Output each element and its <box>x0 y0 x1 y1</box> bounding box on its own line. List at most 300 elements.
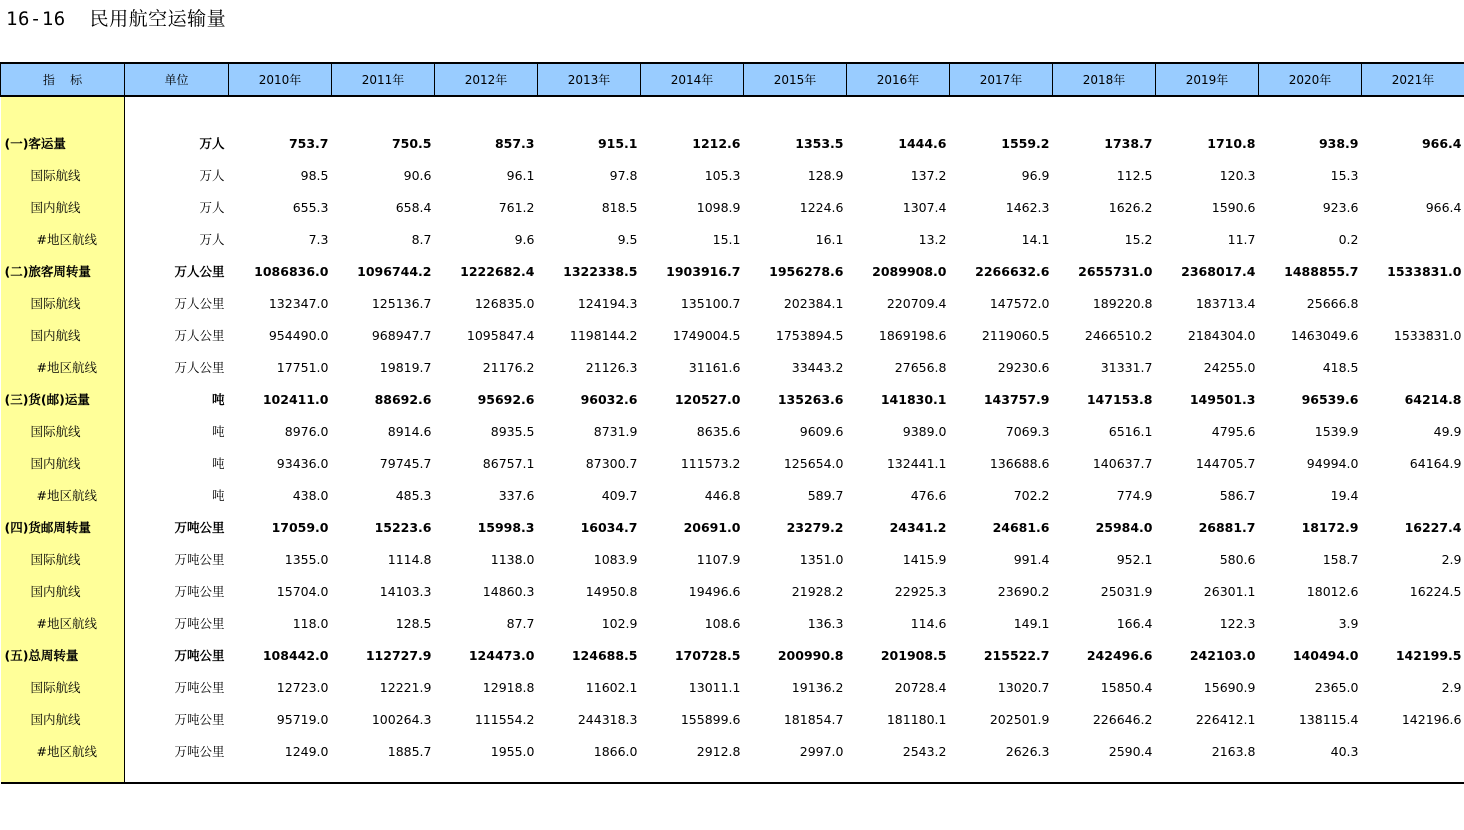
unit-cell[interactable]: 万人公里 <box>174 296 225 311</box>
value-cell[interactable]: 13011.1 <box>688 679 741 695</box>
value-cell[interactable]: 26301.1 <box>1203 583 1256 599</box>
value-cell[interactable]: 226646.2 <box>1092 711 1153 727</box>
value-cell[interactable]: 24255.0 <box>1203 359 1256 375</box>
indicator-cell[interactable]: #地区航线 <box>1 223 125 255</box>
unit-cell[interactable]: 万吨公里 <box>174 744 225 759</box>
value-cell[interactable]: 26881.7 <box>1198 519 1256 535</box>
indicator-cell[interactable]: #地区航线 <box>1 607 125 639</box>
value-cell[interactable]: 17751.0 <box>276 359 329 375</box>
cell[interactable] <box>125 96 229 127</box>
cell[interactable] <box>641 96 744 127</box>
value-cell[interactable]: 1955.0 <box>490 743 535 759</box>
value-cell[interactable]: 102.9 <box>601 615 638 631</box>
value-cell[interactable]: 1249.0 <box>284 743 329 759</box>
value-cell[interactable]: 1083.9 <box>593 551 638 567</box>
unit-cell[interactable]: 万人公里 <box>174 264 225 279</box>
value-cell[interactable]: 16.1 <box>815 231 844 247</box>
value-cell[interactable]: 966.4 <box>1425 199 1462 215</box>
value-cell[interactable]: 2119060.5 <box>981 327 1050 343</box>
value-cell[interactable]: 2997.0 <box>799 743 844 759</box>
value-cell[interactable]: 2.9 <box>1441 551 1462 567</box>
indicator-cell[interactable]: 国际航线 <box>1 287 125 319</box>
cell[interactable] <box>1156 96 1259 127</box>
value-cell[interactable]: 438.0 <box>292 487 329 503</box>
value-cell[interactable]: 14860.3 <box>482 583 535 599</box>
value-cell[interactable]: 95719.0 <box>276 711 329 727</box>
header-year[interactable]: 2011年 <box>332 63 435 96</box>
indicator-cell[interactable]: 国内航线 <box>1 447 125 479</box>
value-cell[interactable]: 126835.0 <box>474 295 535 311</box>
unit-cell[interactable]: 万吨公里 <box>174 520 225 535</box>
value-cell[interactable] <box>1362 159 1464 191</box>
value-cell[interactable]: 1539.9 <box>1314 423 1359 439</box>
value-cell[interactable]: 938.9 <box>1318 135 1359 151</box>
value-cell[interactable]: 135263.6 <box>777 391 844 407</box>
cell[interactable] <box>950 96 1053 127</box>
value-cell[interactable]: 655.3 <box>292 199 329 215</box>
value-cell[interactable] <box>1362 223 1464 255</box>
value-cell[interactable]: 124688.5 <box>571 647 638 663</box>
value-cell[interactable]: 100264.3 <box>371 711 432 727</box>
value-cell[interactable]: 142199.5 <box>1395 647 1462 663</box>
value-cell[interactable]: 968947.7 <box>371 327 432 343</box>
value-cell[interactable]: 170728.5 <box>674 647 741 663</box>
cell[interactable] <box>125 767 229 783</box>
value-cell[interactable]: 3.9 <box>1338 615 1359 631</box>
value-cell[interactable]: 1590.6 <box>1211 199 1256 215</box>
value-cell[interactable]: 7069.3 <box>1005 423 1050 439</box>
value-cell[interactable]: 1222682.4 <box>460 263 535 279</box>
value-cell[interactable]: 476.6 <box>910 487 947 503</box>
cell[interactable] <box>1156 767 1259 783</box>
indicator-cell[interactable]: (三)货(邮)运量 <box>1 383 125 415</box>
value-cell[interactable]: 31161.6 <box>688 359 741 375</box>
indicator-cell[interactable]: #地区航线 <box>1 351 125 383</box>
indicator-cell[interactable]: (四)货邮周转量 <box>1 511 125 543</box>
value-cell[interactable]: 138115.4 <box>1298 711 1359 727</box>
value-cell[interactable] <box>1362 351 1464 383</box>
value-cell[interactable]: 1138.0 <box>490 551 535 567</box>
value-cell[interactable]: 88692.6 <box>374 391 432 407</box>
cell[interactable] <box>847 767 950 783</box>
cell[interactable] <box>641 767 744 783</box>
cell[interactable] <box>435 96 538 127</box>
value-cell[interactable]: 9609.6 <box>799 423 844 439</box>
value-cell[interactable]: 64164.9 <box>1409 455 1462 471</box>
unit-cell[interactable]: 吨 <box>211 488 225 503</box>
value-cell[interactable]: 8731.9 <box>593 423 638 439</box>
indicator-cell[interactable]: 国际航线 <box>1 671 125 703</box>
value-cell[interactable]: 143757.9 <box>983 391 1050 407</box>
value-cell[interactable]: 1107.9 <box>696 551 741 567</box>
value-cell[interactable]: 29230.6 <box>997 359 1050 375</box>
value-cell[interactable]: 658.4 <box>395 199 432 215</box>
value-cell[interactable]: 580.6 <box>1219 551 1256 567</box>
value-cell[interactable]: 7.3 <box>308 231 329 247</box>
value-cell[interactable]: 24341.2 <box>889 519 947 535</box>
value-cell[interactable]: 1885.7 <box>387 743 432 759</box>
header-year[interactable]: 2015年 <box>744 63 847 96</box>
value-cell[interactable]: 114.6 <box>910 615 947 631</box>
value-cell[interactable]: 27656.8 <box>894 359 947 375</box>
value-cell[interactable]: 13.2 <box>918 231 947 247</box>
unit-cell[interactable]: 万吨公里 <box>174 712 225 727</box>
value-cell[interactable]: 87.7 <box>506 615 535 631</box>
value-cell[interactable]: 40.3 <box>1330 743 1359 759</box>
value-cell[interactable]: 137.2 <box>910 167 947 183</box>
cell[interactable] <box>847 96 950 127</box>
header-year[interactable]: 2018年 <box>1053 63 1156 96</box>
value-cell[interactable]: 761.2 <box>498 199 535 215</box>
cell[interactable] <box>744 96 847 127</box>
value-cell[interactable]: 418.5 <box>1322 359 1359 375</box>
value-cell[interactable]: 15223.6 <box>374 519 432 535</box>
value-cell[interactable]: 202501.9 <box>989 711 1050 727</box>
value-cell[interactable] <box>1362 479 1464 511</box>
value-cell[interactable]: 2.9 <box>1441 679 1462 695</box>
value-cell[interactable]: 102411.0 <box>262 391 329 407</box>
value-cell[interactable]: 915.1 <box>597 135 638 151</box>
value-cell[interactable]: 2368017.4 <box>1181 263 1256 279</box>
value-cell[interactable]: 14.1 <box>1021 231 1050 247</box>
value-cell[interactable]: 158.7 <box>1322 551 1359 567</box>
value-cell[interactable]: 774.9 <box>1116 487 1153 503</box>
cell[interactable] <box>332 767 435 783</box>
header-year[interactable]: 2012年 <box>435 63 538 96</box>
value-cell[interactable]: 125136.7 <box>371 295 432 311</box>
value-cell[interactable]: 1224.6 <box>799 199 844 215</box>
value-cell[interactable]: 166.4 <box>1116 615 1153 631</box>
value-cell[interactable]: 1086836.0 <box>254 263 329 279</box>
value-cell[interactable]: 12918.8 <box>482 679 535 695</box>
value-cell[interactable]: 111554.2 <box>474 711 535 727</box>
value-cell[interactable]: 1738.7 <box>1104 135 1153 151</box>
unit-cell[interactable]: 万吨公里 <box>174 648 225 663</box>
value-cell[interactable]: 15998.3 <box>477 519 535 535</box>
value-cell[interactable]: 23279.2 <box>786 519 844 535</box>
value-cell[interactable]: 2365.0 <box>1314 679 1359 695</box>
unit-cell[interactable]: 万吨公里 <box>174 616 225 631</box>
value-cell[interactable]: 215522.7 <box>983 647 1050 663</box>
value-cell[interactable]: 19.4 <box>1330 487 1359 503</box>
value-cell[interactable]: 79745.7 <box>379 455 432 471</box>
header-year[interactable]: 2014年 <box>641 63 744 96</box>
value-cell[interactable]: 120.3 <box>1219 167 1256 183</box>
value-cell[interactable]: 923.6 <box>1322 199 1359 215</box>
cell[interactable] <box>744 767 847 783</box>
value-cell[interactable] <box>1362 287 1464 319</box>
value-cell[interactable]: 17059.0 <box>271 519 329 535</box>
value-cell[interactable]: 33443.2 <box>791 359 844 375</box>
unit-cell[interactable]: 万人 <box>199 232 225 247</box>
value-cell[interactable]: 1559.2 <box>1001 135 1050 151</box>
value-cell[interactable]: 12221.9 <box>379 679 432 695</box>
value-cell[interactable]: 0.2 <box>1338 231 1359 247</box>
value-cell[interactable]: 485.3 <box>395 487 432 503</box>
value-cell[interactable]: 1351.0 <box>799 551 844 567</box>
value-cell[interactable]: 19819.7 <box>379 359 432 375</box>
value-cell[interactable]: 94994.0 <box>1306 455 1359 471</box>
value-cell[interactable]: 1749004.5 <box>672 327 741 343</box>
value-cell[interactable]: 136.3 <box>807 615 844 631</box>
indicator-cell[interactable]: (一)客运量 <box>1 127 125 159</box>
cell[interactable] <box>538 767 641 783</box>
cell[interactable] <box>1259 96 1362 127</box>
value-cell[interactable]: 14950.8 <box>585 583 638 599</box>
unit-cell[interactable]: 万吨公里 <box>174 552 225 567</box>
value-cell[interactable]: 147572.0 <box>989 295 1050 311</box>
value-cell[interactable]: 21126.3 <box>585 359 638 375</box>
value-cell[interactable]: 16224.5 <box>1409 583 1462 599</box>
cell[interactable] <box>229 767 332 783</box>
value-cell[interactable]: 2184304.0 <box>1187 327 1256 343</box>
value-cell[interactable]: 952.1 <box>1116 551 1153 567</box>
value-cell[interactable]: 19136.2 <box>791 679 844 695</box>
value-cell[interactable]: 2912.8 <box>696 743 741 759</box>
value-cell[interactable]: 1903916.7 <box>666 263 741 279</box>
value-cell[interactable]: 108.6 <box>704 615 741 631</box>
value-cell[interactable]: 15.1 <box>712 231 741 247</box>
value-cell[interactable] <box>1362 607 1464 639</box>
value-cell[interactable]: 220709.4 <box>886 295 947 311</box>
cell[interactable] <box>1362 767 1464 783</box>
indicator-cell[interactable]: #地区航线 <box>1 479 125 511</box>
value-cell[interactable]: 64214.8 <box>1404 391 1462 407</box>
value-cell[interactable]: 21928.2 <box>791 583 844 599</box>
value-cell[interactable]: 15704.0 <box>276 583 329 599</box>
unit-cell[interactable]: 万人 <box>199 168 225 183</box>
value-cell[interactable]: 1533831.0 <box>1387 263 1462 279</box>
indicator-cell[interactable]: 国内航线 <box>1 319 125 351</box>
value-cell[interactable]: 18172.9 <box>1301 519 1359 535</box>
header-year[interactable]: 2021年 <box>1362 63 1464 96</box>
value-cell[interactable]: 1307.4 <box>902 199 947 215</box>
value-cell[interactable]: 19496.6 <box>688 583 741 599</box>
value-cell[interactable]: 1415.9 <box>902 551 947 567</box>
value-cell[interactable]: 11.7 <box>1227 231 1256 247</box>
value-cell[interactable]: 120527.0 <box>674 391 741 407</box>
value-cell[interactable]: 147153.8 <box>1086 391 1153 407</box>
value-cell[interactable]: 97.8 <box>609 167 638 183</box>
value-cell[interactable]: 991.4 <box>1013 551 1050 567</box>
value-cell[interactable]: 1463049.6 <box>1290 327 1359 343</box>
header-year[interactable]: 2010年 <box>229 63 332 96</box>
value-cell[interactable]: 6516.1 <box>1108 423 1153 439</box>
value-cell[interactable]: 15850.4 <box>1100 679 1153 695</box>
value-cell[interactable]: 18012.6 <box>1306 583 1359 599</box>
value-cell[interactable]: 136688.6 <box>989 455 1050 471</box>
unit-cell[interactable]: 万人 <box>199 200 225 215</box>
value-cell[interactable]: 2590.4 <box>1108 743 1153 759</box>
value-cell[interactable]: 242103.0 <box>1189 647 1256 663</box>
cell[interactable] <box>332 96 435 127</box>
value-cell[interactable]: 141830.1 <box>880 391 947 407</box>
indicator-cell[interactable] <box>1 96 125 127</box>
value-cell[interactable]: 818.5 <box>601 199 638 215</box>
value-cell[interactable]: 9.6 <box>514 231 535 247</box>
cell[interactable] <box>229 96 332 127</box>
value-cell[interactable]: 1956278.6 <box>769 263 844 279</box>
value-cell[interactable] <box>1362 735 1464 767</box>
value-cell[interactable]: 49.9 <box>1433 423 1462 439</box>
value-cell[interactable]: 1114.8 <box>387 551 432 567</box>
value-cell[interactable]: 135100.7 <box>680 295 741 311</box>
value-cell[interactable]: 589.7 <box>807 487 844 503</box>
value-cell[interactable]: 128.5 <box>395 615 432 631</box>
indicator-cell[interactable]: 国际航线 <box>1 543 125 575</box>
unit-cell[interactable]: 万吨公里 <box>174 680 225 695</box>
header-indicator[interactable]: 指 标 <box>1 63 125 96</box>
value-cell[interactable]: 2089908.0 <box>872 263 947 279</box>
unit-cell[interactable]: 吨 <box>211 392 225 407</box>
value-cell[interactable]: 15.3 <box>1330 167 1359 183</box>
value-cell[interactable]: 1869198.6 <box>878 327 947 343</box>
value-cell[interactable]: 11602.1 <box>585 679 638 695</box>
value-cell[interactable]: 155899.6 <box>680 711 741 727</box>
value-cell[interactable]: 124194.3 <box>577 295 638 311</box>
value-cell[interactable]: 140494.0 <box>1292 647 1359 663</box>
value-cell[interactable]: 128.9 <box>807 167 844 183</box>
cell[interactable] <box>538 96 641 127</box>
value-cell[interactable]: 1355.0 <box>284 551 329 567</box>
unit-cell[interactable]: 吨 <box>211 424 225 439</box>
header-year[interactable]: 2020年 <box>1259 63 1362 96</box>
header-year[interactable]: 2013年 <box>538 63 641 96</box>
value-cell[interactable]: 96.1 <box>506 167 535 183</box>
value-cell[interactable]: 9.5 <box>617 231 638 247</box>
value-cell[interactable]: 586.7 <box>1219 487 1256 503</box>
value-cell[interactable]: 96.9 <box>1021 167 1050 183</box>
cell[interactable] <box>435 767 538 783</box>
value-cell[interactable]: 25984.0 <box>1095 519 1153 535</box>
header-year[interactable]: 2017年 <box>950 63 1053 96</box>
value-cell[interactable]: 2466510.2 <box>1084 327 1153 343</box>
value-cell[interactable]: 1322338.5 <box>563 263 638 279</box>
value-cell[interactable]: 149501.3 <box>1189 391 1256 407</box>
value-cell[interactable]: 201908.5 <box>880 647 947 663</box>
value-cell[interactable]: 1096744.2 <box>357 263 432 279</box>
header-year[interactable]: 2019年 <box>1156 63 1259 96</box>
value-cell[interactable]: 181854.7 <box>783 711 844 727</box>
value-cell[interactable]: 409.7 <box>601 487 638 503</box>
value-cell[interactable]: 857.3 <box>494 135 535 151</box>
value-cell[interactable]: 181180.1 <box>886 711 947 727</box>
value-cell[interactable]: 1866.0 <box>593 743 638 759</box>
indicator-cell[interactable]: 国际航线 <box>1 159 125 191</box>
value-cell[interactable]: 22925.3 <box>894 583 947 599</box>
value-cell[interactable]: 87300.7 <box>585 455 638 471</box>
indicator-cell[interactable]: 国际航线 <box>1 415 125 447</box>
value-cell[interactable]: 16034.7 <box>580 519 638 535</box>
value-cell[interactable]: 189220.8 <box>1092 295 1153 311</box>
value-cell[interactable]: 750.5 <box>391 135 432 151</box>
cell[interactable] <box>1259 767 1362 783</box>
value-cell[interactable]: 24681.6 <box>992 519 1050 535</box>
value-cell[interactable]: 1095847.4 <box>466 327 535 343</box>
value-cell[interactable]: 1488855.7 <box>1284 263 1359 279</box>
unit-cell[interactable]: 万人 <box>199 136 225 151</box>
value-cell[interactable]: 20691.0 <box>683 519 741 535</box>
value-cell[interactable]: 337.6 <box>498 487 535 503</box>
indicator-cell[interactable]: (五)总周转量 <box>1 639 125 671</box>
header-unit[interactable]: 单位 <box>125 63 229 96</box>
value-cell[interactable]: 96539.6 <box>1301 391 1359 407</box>
unit-cell[interactable]: 万人公里 <box>174 360 225 375</box>
value-cell[interactable]: 2626.3 <box>1005 743 1050 759</box>
value-cell[interactable]: 2163.8 <box>1211 743 1256 759</box>
value-cell[interactable]: 1462.3 <box>1005 199 1050 215</box>
value-cell[interactable]: 93436.0 <box>276 455 329 471</box>
value-cell[interactable]: 702.2 <box>1013 487 1050 503</box>
value-cell[interactable]: 13020.7 <box>997 679 1050 695</box>
indicator-cell[interactable]: 国内航线 <box>1 703 125 735</box>
value-cell[interactable]: 16227.4 <box>1404 519 1462 535</box>
value-cell[interactable]: 1098.9 <box>696 199 741 215</box>
value-cell[interactable]: 2543.2 <box>902 743 947 759</box>
value-cell[interactable]: 98.5 <box>300 167 329 183</box>
cell[interactable] <box>950 767 1053 783</box>
value-cell[interactable]: 25666.8 <box>1306 295 1359 311</box>
value-cell[interactable]: 20728.4 <box>894 679 947 695</box>
value-cell[interactable]: 105.3 <box>704 167 741 183</box>
value-cell[interactable]: 242496.6 <box>1086 647 1153 663</box>
value-cell[interactable]: 86757.1 <box>482 455 535 471</box>
value-cell[interactable]: 12723.0 <box>276 679 329 695</box>
indicator-cell[interactable]: (二)旅客周转量 <box>1 255 125 287</box>
value-cell[interactable]: 1533831.0 <box>1393 327 1462 343</box>
header-year[interactable]: 2016年 <box>847 63 950 96</box>
value-cell[interactable]: 144705.7 <box>1195 455 1256 471</box>
value-cell[interactable]: 90.6 <box>403 167 432 183</box>
value-cell[interactable]: 966.4 <box>1421 135 1462 151</box>
value-cell[interactable]: 14103.3 <box>379 583 432 599</box>
indicator-cell[interactable]: 国内航线 <box>1 575 125 607</box>
value-cell[interactable]: 132441.1 <box>886 455 947 471</box>
value-cell[interactable]: 2655731.0 <box>1078 263 1153 279</box>
value-cell[interactable]: 8.7 <box>411 231 432 247</box>
value-cell[interactable]: 1444.6 <box>898 135 947 151</box>
value-cell[interactable]: 15690.9 <box>1203 679 1256 695</box>
value-cell[interactable]: 753.7 <box>288 135 329 151</box>
cell[interactable] <box>1053 96 1156 127</box>
value-cell[interactable]: 954490.0 <box>268 327 329 343</box>
value-cell[interactable]: 140637.7 <box>1092 455 1153 471</box>
value-cell[interactable]: 132347.0 <box>268 295 329 311</box>
value-cell[interactable]: 8914.6 <box>387 423 432 439</box>
value-cell[interactable]: 15.2 <box>1124 231 1153 247</box>
value-cell[interactable]: 149.1 <box>1013 615 1050 631</box>
value-cell[interactable]: 1353.5 <box>795 135 844 151</box>
value-cell[interactable]: 183713.4 <box>1195 295 1256 311</box>
value-cell[interactable]: 31331.7 <box>1100 359 1153 375</box>
value-cell[interactable]: 1753894.5 <box>775 327 844 343</box>
value-cell[interactable]: 1710.8 <box>1207 135 1256 151</box>
indicator-cell[interactable]: #地区航线 <box>1 735 125 767</box>
value-cell[interactable]: 2266632.6 <box>975 263 1050 279</box>
value-cell[interactable]: 244318.3 <box>577 711 638 727</box>
value-cell[interactable]: 95692.6 <box>477 391 535 407</box>
value-cell[interactable]: 112.5 <box>1116 167 1153 183</box>
value-cell[interactable]: 108442.0 <box>262 647 329 663</box>
value-cell[interactable]: 1626.2 <box>1108 199 1153 215</box>
value-cell[interactable]: 21176.2 <box>482 359 535 375</box>
indicator-cell[interactable]: 国内航线 <box>1 191 125 223</box>
cell[interactable] <box>1053 767 1156 783</box>
value-cell[interactable]: 1198144.2 <box>569 327 638 343</box>
value-cell[interactable]: 125654.0 <box>783 455 844 471</box>
value-cell[interactable]: 8935.5 <box>490 423 535 439</box>
value-cell[interactable]: 8976.0 <box>284 423 329 439</box>
